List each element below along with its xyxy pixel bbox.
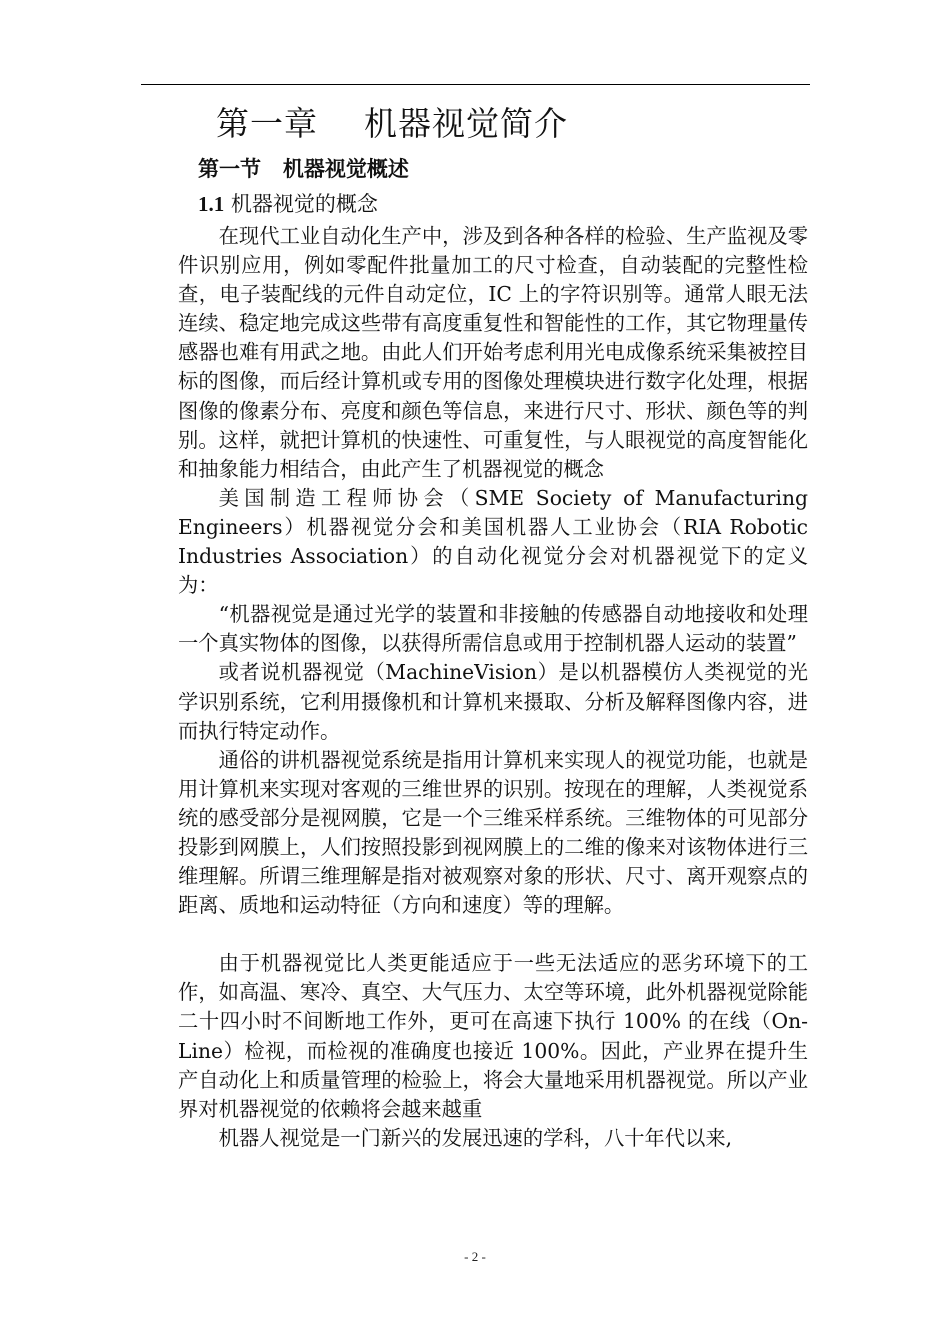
page-number: - 2 - — [464, 1249, 486, 1264]
subsection-title — [198, 190, 378, 218]
paragraph-intro: 在现代工业自动化生产中，涉及到各种各样的检验、生产监视及零件识别应用，例如零配件批量加工的尺寸检查，自动装配的完整性检查，电子装配线的元件自动定位，IC 上的字符识别等。通常人眼无法连续、稳定地完成这些带有高度重复性和智能性的工作，其它物理量传感器也难有用武之地。由此人们开始考虑利用光电成像系统采集被控目标的图像，而后经计算机或专用的图像处理模块进行数字化处理，根据图像的像素分布、亮度和颜色等信息，来进行尺寸、形状、颜色等的判别。这样，就把计算机的快速性、可重复性，与人眼视觉的高度智能化和抽象能力相结合，由此产生了机器视觉的概念 — [178, 224, 808, 481]
paragraph-human-vision: 通俗的讲机器视觉系统是指用计算机来实现人的视觉功能，也就是用计算机来实现对客观的三维世界的识别。按现在的理解，人类视觉系统的感受部分是视网膜，它是一个三维采样系统。三维物体的可见部分投影到网膜上，人们按照投影到视网膜上的二维的像来对该物体进行三维理解。所谓三维理解是指对被观察对象的形状、尺寸、离开观察点的距离、质地和运动特征（方向和速度）等的理解。 — [178, 747, 808, 918]
paragraph-robot-vision: 机器人视觉是一门新兴的发展迅速的学科，八十年代以来, — [218, 1125, 733, 1150]
paragraph-industry: 由于机器视觉比人类更能适应于一些无法适应的恶劣环境下的工作，如高温、寒冷、真空、大气压力、太空等环境，此外机器视觉除能二十四小时不间断地工作外，更可在高速下执行 100% 的在线（On-Line）检视，而检视的准确度也接近 100%。因此，产业界在提升生产自动化上和质量管理的检验上，将会大量地采用机器视觉。所以产业界对机器视觉的依赖将会越来越重 — [178, 951, 808, 1121]
chapter-title: 第一章 机器视觉简介 — [216, 104, 568, 143]
paragraph-quote: “机器视觉是通过光学的装置和非接触的传感器自动地接收和处理一个真实物体的图像，以获得所需信息或用于控制机器人运动的装置” — [178, 602, 808, 656]
paragraph-sme-definition: 美国制造工程师协会（SME Society of Manufacturing Engineers）机器视觉分会和美国机器人工业协会（RIA Robotic Industries Association）的自动化视觉分会对机器视觉下的定义为： — [178, 485, 808, 598]
subsection-number: 1.1 — [198, 192, 225, 216]
subsection-text: 机器视觉的概念 — [224, 192, 378, 216]
header-rule — [141, 84, 810, 85]
body-text — [178, 222, 808, 1153]
paragraph-machine-vision: 或者说机器视觉（MachineVision）是以机器模仿人类视觉的光学识别系统，它利用摄像机和计算机来摄取、分析及解释图像内容，进而执行特定动作。 — [178, 660, 808, 743]
section-title: 第一节 机器视觉概述 — [198, 157, 409, 181]
